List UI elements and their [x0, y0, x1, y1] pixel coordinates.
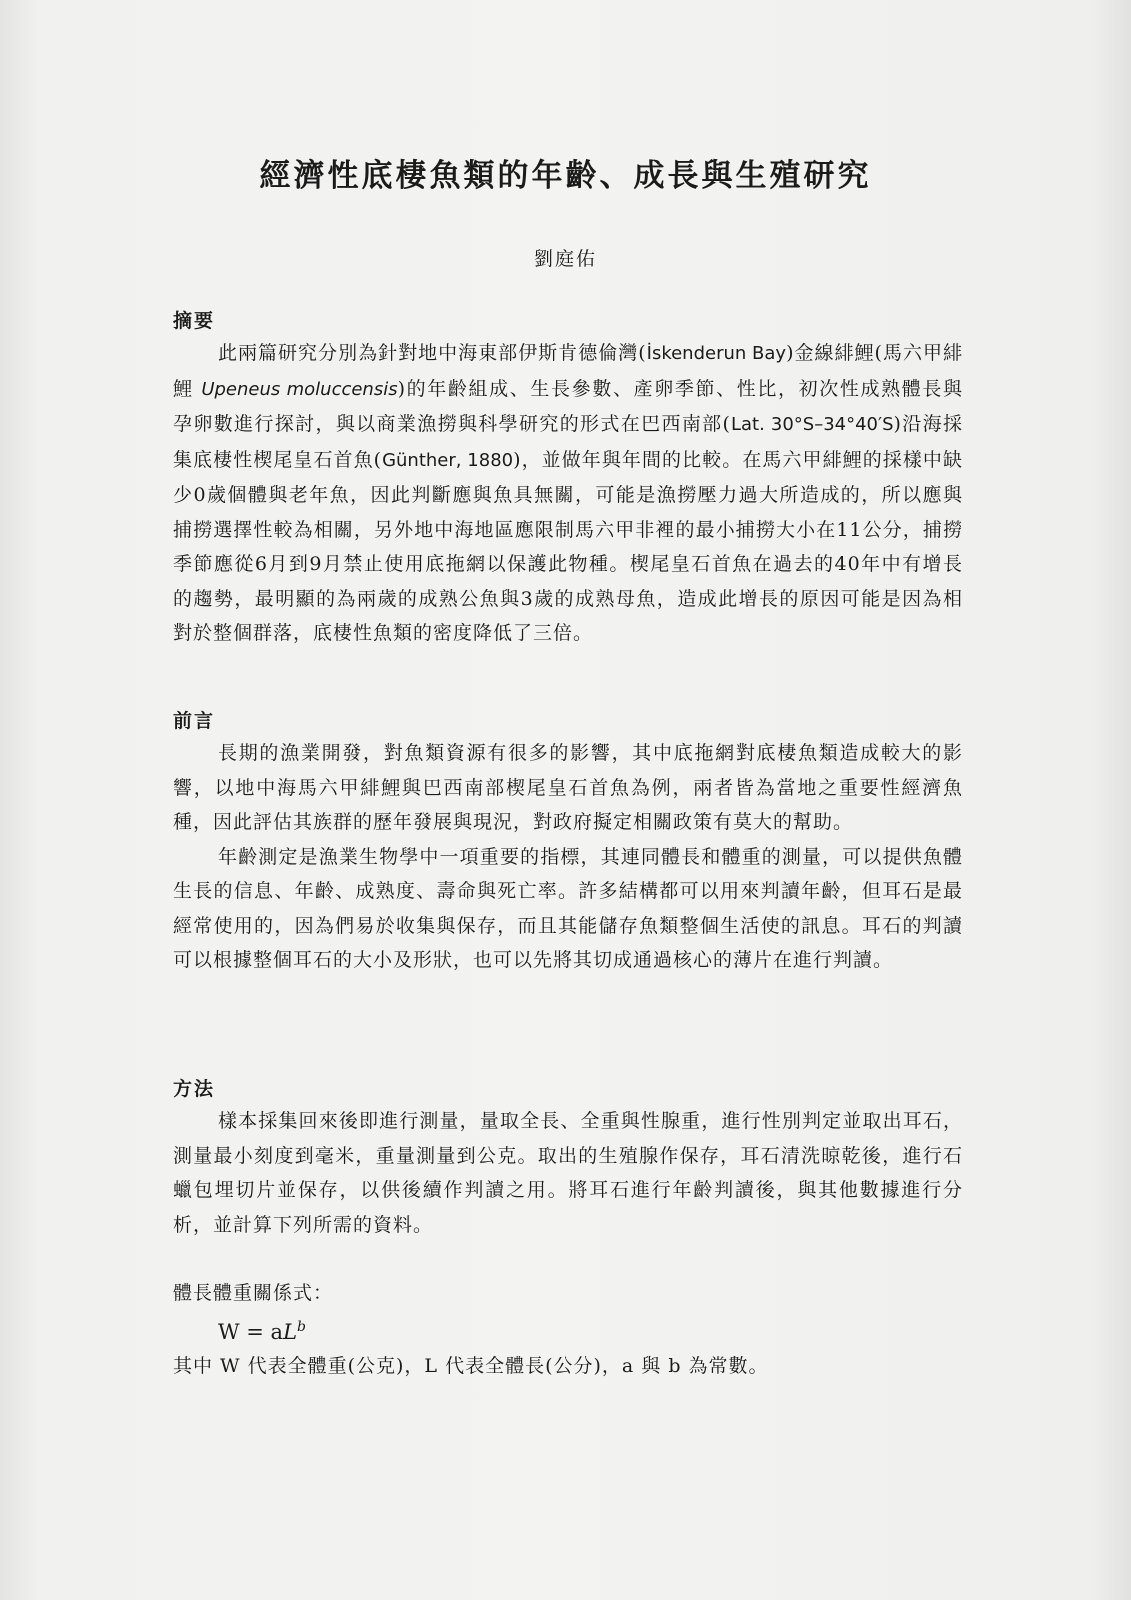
- intro-heading: 前言: [173, 710, 216, 732]
- author-name: 劉庭佑: [533, 248, 597, 270]
- abstract-heading: 摘要: [173, 310, 216, 332]
- species-name: Upeneus moluccensis: [201, 378, 398, 400]
- intro-section: [173, 706, 963, 978]
- methods-heading: 方法: [173, 1078, 216, 1100]
- methods-paragraph: 樣本採集回來後即進行測量，量取全長、全重與性腺重，進行性別判定並取出耳石，測量最小刻度到毫米，重量測量到公克。取出的生殖腺作保存，耳石清洗晾乾後，進行石蠟包埋切片並保存，以供後續作判讀之用。將耳石進行年齡判讀後，與其他數據進行分析，並計算下列所需的資料。: [173, 1110, 963, 1236]
- abstract-paragraph: 此兩篇研究分別為針對地中海東部伊斯肯德倫灣(İskenderun Bay)金線緋鯉(馬六甲緋鯉 Upeneus moluccensis)的年齡組成、生長參數、產卵季節、性比，初次性成熟體長與孕卵數進行探討，與以商業漁撈與科學研究的形式在巴西南部(Lat. 30°S–34°40′S)沿海採集底棲性楔尾皇石首魚(Günther, 1880)，並做年與年間的比較。在馬六甲緋鯉的採樣中缺少0歲個體與老年魚，因此判斷應與魚具無關，可能是漁撈壓力過大所造成的，所以應與捕撈選擇性較為相關，另外地中海地區應限制馬六甲非裡的最小捕撈大小在11公分，捕撈季節應從6月到9月禁止使用底拖網以保護此物種。楔尾皇石首魚在過去的40年中有增長的趨勢，最明顯的為兩歲的成熟公魚與3歲的成熟母魚，造成此增長的原因可能是因為相對於整個群落，底棲性魚類的密度降低了三倍。: [173, 342, 964, 644]
- methods-section: [173, 1074, 963, 1383]
- paper-title: 經濟性底棲魚類的年齡、成長與生殖研究: [259, 158, 872, 194]
- intro-paragraph-1: 長期的漁業開發，對魚類資源有很多的影響，其中底拖網對底棲魚類造成較大的影響，以地中海馬六甲緋鯉與巴西南部楔尾皇石首魚為例，兩者皆為當地之重要性經濟魚種，因此評估其族群的歷年發展與現況，對政府擬定相關政策有莫大的幫助。: [173, 742, 963, 833]
- abstract-section: [173, 306, 963, 651]
- formula-label: 體長體重關係式：: [173, 1282, 334, 1304]
- intro-paragraph-2: 年齡測定是漁業生物學中一項重要的指標，其連同體長和體重的測量，可以提供魚體生長的信息、年齡、成熟度、壽命與死亡率。許多結構都可以用來判讀年齡，但耳石是最經常使用的，因為們易於收集與保存，而且其能儲存魚類整個生活使的訊息。耳石的判讀可以根據整個耳石的大小及形狀，也可以先將其切成通過核心的薄片在進行判讀。: [173, 845, 963, 971]
- length-weight-formula: $W = aL^b$: [218, 1319, 306, 1344]
- formula-note: 其中 W 代表全體重(公克)，L 代表全體長(公分)，a 與 b 為常數。: [173, 1355, 769, 1377]
